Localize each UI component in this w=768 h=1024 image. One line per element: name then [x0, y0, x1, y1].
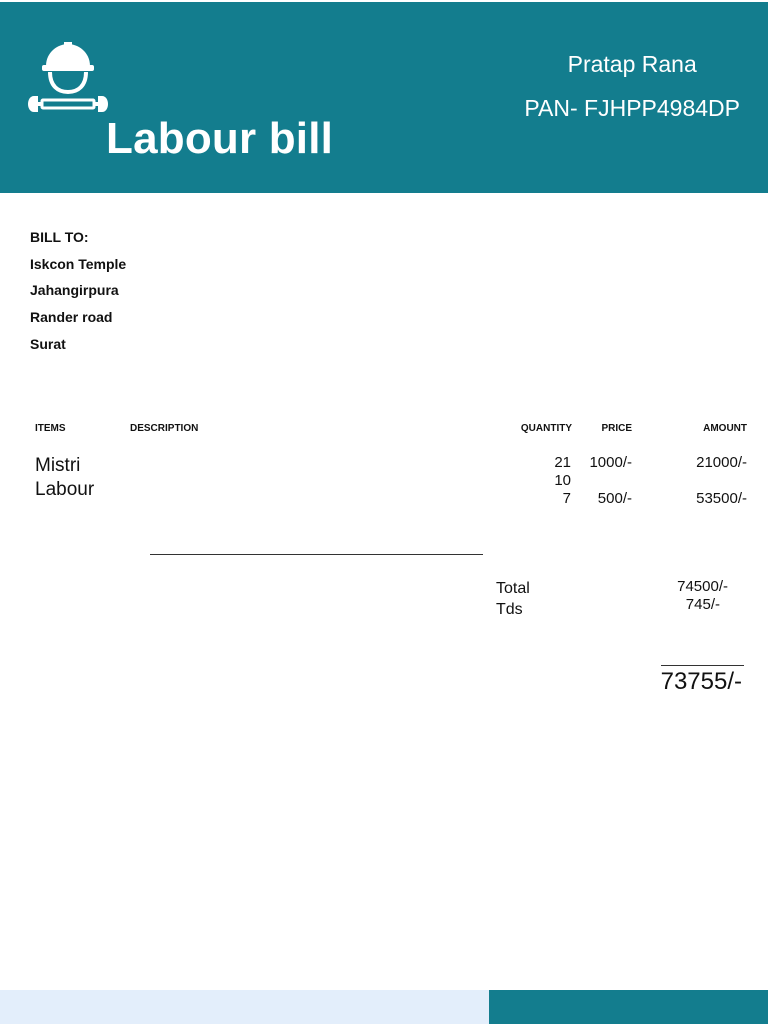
bill-to-label: BILL TO: — [30, 229, 89, 245]
quantity-cell: 7 — [562, 490, 571, 507]
quantity-cell: 10 — [554, 472, 571, 489]
divider-line — [150, 554, 483, 555]
grand-total-line — [661, 665, 744, 666]
owner-pan: PAN- FJHPP4984DP — [524, 95, 740, 121]
bill-to-line: Surat — [30, 335, 66, 352]
total-label: Total — [496, 580, 530, 597]
header-description: DESCRIPTION — [130, 423, 199, 434]
amount-cell: 53500/- — [696, 490, 747, 507]
page-title: Labour bill — [106, 114, 334, 163]
bill-to-line: Rander road — [30, 309, 113, 326]
tds-label: Tds — [496, 601, 523, 618]
header-amount: AMOUNT — [703, 423, 747, 434]
bill-to-line: Jahangirpura — [30, 282, 119, 299]
footer-right-band — [489, 990, 768, 1024]
bill-to-line: Iskcon Temple — [30, 255, 127, 272]
grand-total-value: 73755/- — [660, 668, 742, 695]
tds-value: 745/- — [685, 596, 720, 613]
amount-cell: 21000/- — [696, 454, 747, 471]
worker-helmet-wrench-icon — [28, 40, 108, 118]
owner-name: Pratap Rana — [567, 51, 697, 77]
footer-left-band — [0, 990, 489, 1024]
item-name: Mistri — [35, 455, 81, 476]
item-list — [35, 454, 94, 502]
bill-to-block — [30, 228, 126, 361]
header-quantity: QUANTITY — [520, 423, 572, 434]
header-price: PRICE — [601, 423, 632, 434]
quantity-cell: 21 — [554, 454, 571, 471]
item-name: Labour — [35, 479, 95, 500]
header-items: ITEMS — [35, 423, 66, 434]
header-banner — [0, 2, 768, 193]
owner-block — [524, 42, 740, 130]
price-cell: 500/- — [597, 490, 632, 507]
price-cell: 1000/- — [589, 454, 632, 471]
total-value: 74500/- — [677, 578, 728, 595]
